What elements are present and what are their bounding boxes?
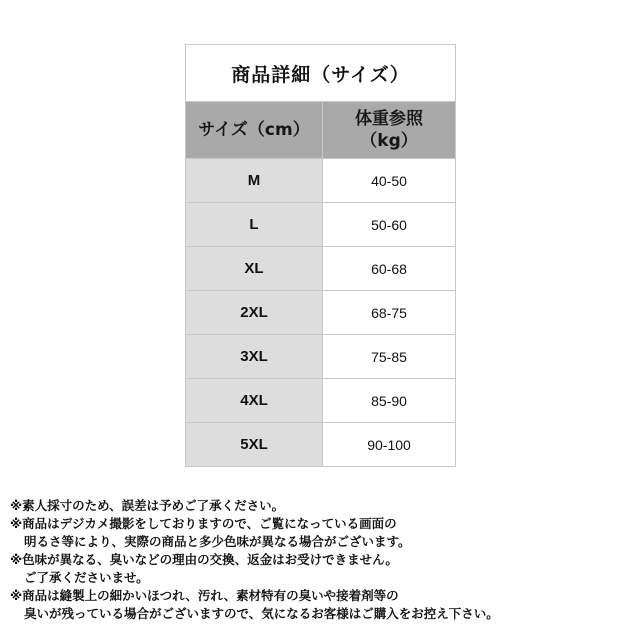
size-cell: 3XL [186,335,323,379]
size-cell: 2XL [186,291,323,335]
notes-list [10,497,632,623]
weight-column-header [323,102,456,159]
weight-header-line1: 体重参照 [355,109,423,129]
size-cell: 4XL [186,379,323,423]
table-row [186,159,456,203]
note-line: ※商品はデジカメ撮影をしておりますので、ご覧になっている画面の [10,516,397,531]
table-row [186,291,456,335]
table-title: 商品詳細（サイズ） [186,45,456,102]
weight-cell: 68-75 [323,291,456,335]
note-line: ※素人採寸のため、誤差は予めご了承ください。 [10,498,285,513]
table-row [186,335,456,379]
table-row [186,423,456,467]
table-row [186,379,456,423]
table-header-row [186,102,456,159]
weight-cell: 60-68 [323,247,456,291]
note-line: ※商品は縫製上の細かいほつれ、汚れ、素材特有の臭いや接着剤等の [10,588,399,603]
weight-cell: 90-100 [323,423,456,467]
weight-cell: 40-50 [323,159,456,203]
note-line: ご了承くださいませ。 [24,570,149,585]
note-line: 明るさ等により、実際の商品と多少色味が異なる場合がございます。 [24,534,411,549]
table-row [186,247,456,291]
note-line: ※色味が異なる、臭いなどの理由の交換、返金はお受けできません。 [10,552,398,567]
table-row [186,203,456,247]
size-cell: M [186,159,323,203]
size-cell: 5XL [186,423,323,467]
size-cell: L [186,203,323,247]
size-chart-table [185,44,456,467]
weight-cell: 85-90 [323,379,456,423]
table-title-row [186,45,456,102]
weight-cell: 75-85 [323,335,456,379]
weight-header-line2: （kg） [360,131,418,151]
note-line: 臭いが残っている場合がございますので、気になるお客様はご購入をお控え下さい。 [24,606,499,621]
size-column-header: サイズ（cm） [186,102,323,159]
weight-cell: 50-60 [323,203,456,247]
size-cell: XL [186,247,323,291]
